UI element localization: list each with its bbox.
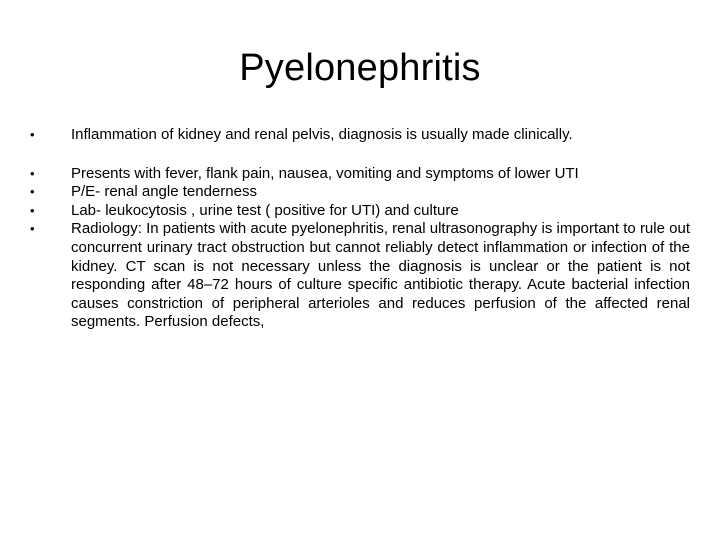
bullet-text: Radiology: In patients with acute pyelonephritis, renal ultrasonography is important to rule out concurrent urinary tract obstruction but cannot reliably detect inflammation or infection of the kidney. CT scan is not necessary unless the diagnosis is unclear or the patient is not responding after 48–72 hours of culture specific antibiotic therapy. Acute bacterial infection causes constriction of peripheral arterioles and reduces perfusion of the affected renal segments. Perfusion defects,: [71, 220, 690, 331]
bullet-text: Presents with fever, flank pain, nausea, vomiting and symptoms of lower UTI: [71, 164, 579, 182]
bullet-item: [30, 126, 690, 145]
bullet-text: P/E- renal angle tenderness: [71, 183, 257, 201]
bullet-list: [30, 126, 690, 332]
bullet-item: [30, 183, 690, 202]
bullet-item: [30, 165, 690, 184]
bullet-text: Lab- leukocytosis , urine test ( positive for UTI) and culture: [71, 201, 459, 219]
slide-title: Pyelonephritis: [239, 47, 481, 89]
bullet-item: [30, 202, 690, 221]
bullet-marker: •: [30, 221, 35, 237]
bullet-marker: •: [30, 184, 35, 200]
bullet-marker: •: [30, 202, 35, 218]
bullet-text: Inflammation of kidney and renal pelvis, diagnosis is usually made clinically.: [71, 126, 573, 143]
bullet-marker: •: [30, 165, 35, 181]
bullet-marker: •: [30, 127, 35, 142]
slide-content: [30, 126, 690, 332]
bullet-item: [30, 220, 690, 332]
